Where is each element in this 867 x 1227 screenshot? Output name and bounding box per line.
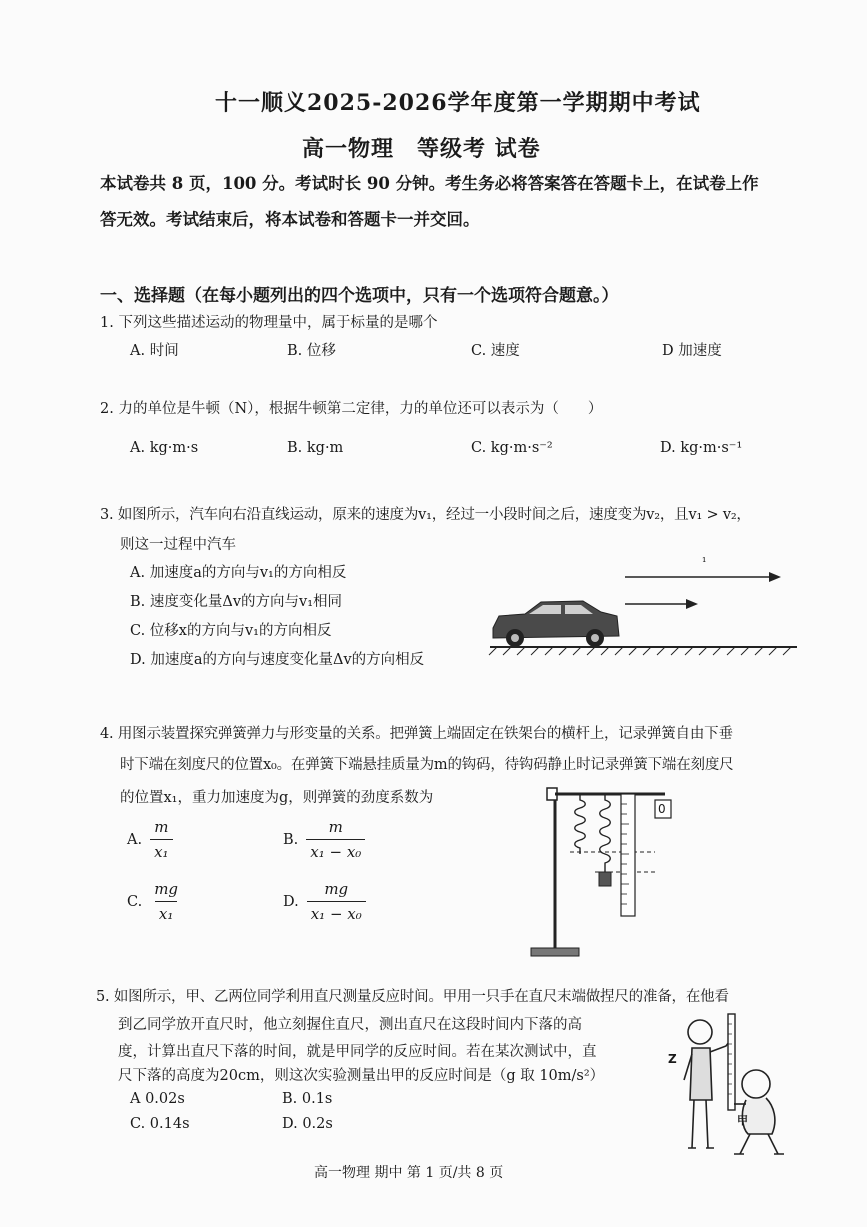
q4-option-d [283, 880, 366, 923]
q5-option-d: D. 0.2s [282, 1116, 333, 1132]
q4-option-c [127, 880, 182, 923]
section-heading: 一、选择题（在每小题列出的四个选项中，只有一个选项符合题意。） [100, 286, 619, 306]
q4-option-b-label: B. [283, 831, 299, 848]
stand-base [531, 948, 579, 956]
q4-option-a-label: A. [127, 831, 143, 848]
spring-left [575, 794, 586, 854]
reaction-time-figure [660, 1008, 800, 1160]
ruler-zero-label: 0 [658, 802, 666, 816]
q4-option-c-denominator: x₁ [155, 901, 177, 923]
q5-stem-line-3: 度，计算出直尺下落的时间，就是甲同学的反应时间。若在某次测试中，直 [118, 1044, 597, 1060]
student-jia-label: 甲 [737, 1114, 748, 1127]
q5-option-a: A 0.02s [130, 1091, 185, 1107]
car-figure-label: ₁ [702, 552, 707, 565]
q4-option-a-numerator: m [154, 818, 169, 836]
q3-stem-line-1: 3. 如图所示，汽车向右沿直线运动，原来的速度为v₁，经过一小段时间之后，速度变为v₂，且v₁ > v₂， [100, 507, 751, 523]
intro-line-2: 答无效。考试结束后，将本试卷和答题卡一并交回。 [100, 210, 480, 229]
q4-stem-line-3: 的位置x₁，重力加速度为g，则弹簧的劲度系数为 [120, 790, 434, 806]
q5-option-c: C. 0.14s [130, 1116, 190, 1132]
q2-option-d: D. kg·m·s⁻¹ [660, 440, 743, 456]
q1-stem: 1. 下列这些描述运动的物理量中，属于标量的是哪个 [100, 315, 438, 331]
q4-option-b-fraction [306, 818, 365, 861]
q4-option-d-label: D. [283, 893, 299, 910]
q5-stem-line-4: 尺下落的高度为20cm，则这次实验测量出甲的反应时间是（g 取 10m/s²） [118, 1068, 605, 1084]
q4-option-b-denominator: x₁ − x₀ [306, 839, 365, 861]
student-yi [684, 1020, 732, 1148]
car-motion-figure [485, 550, 800, 665]
q4-option-a-denominator: x₁ [150, 839, 172, 861]
ruler [621, 794, 635, 916]
hook-weight [599, 872, 611, 886]
intro-line-1: 本试卷共 8 页，100 分。考试时长 90 分钟。考生务必将答案答在答题卡上，在试卷上作 [100, 174, 759, 193]
ground-hatch [489, 647, 791, 655]
q1-option-d: D 加速度 [662, 343, 722, 359]
q5-stem-line-2: 到乙同学放开直尺时，他立刻握住直尺，测出直尺在这段时间内下落的高 [118, 1017, 582, 1033]
spring-right [600, 794, 611, 872]
q4-option-a-fraction [150, 818, 172, 861]
q3-option-d: D. 加速度a的方向与速度变化量Δv的方向相反 [130, 652, 425, 668]
q5-option-b: B. 0.1s [282, 1091, 333, 1107]
q5-stem-line-1: 5. 如图所示，甲、乙两位同学利用直尺测量反应时间。甲用一只手在直尺末端做捏尺的准备，在他看 [96, 989, 729, 1005]
q4-option-c-label: C. [127, 893, 143, 910]
q2-option-b: B. kg·m [287, 440, 344, 456]
q3-stem-line-2: 则这一过程中汽车 [120, 537, 236, 553]
falling-ruler [728, 1014, 735, 1110]
q3-option-a: A. 加速度a的方向与v₁的方向相反 [130, 565, 347, 581]
q4-option-c-numerator: mg [154, 880, 179, 898]
q1-option-c: C. 速度 [471, 343, 520, 359]
q4-option-d-fraction [307, 880, 366, 923]
q2-stem: 2. 力的单位是牛顿（N），根据牛顿第二定律，力的单位还可以表示为（ ） [100, 401, 603, 417]
q2-option-a: A. kg·m·s [130, 440, 199, 456]
q3-option-b: B. 速度变化量Δv的方向与v₁相同 [130, 594, 343, 610]
exam-subtitle: 高一物理 等级考 试卷 [302, 136, 541, 162]
q4-option-b [283, 818, 365, 861]
car-icon [493, 601, 619, 647]
q1-option-a: A. 时间 [130, 343, 179, 359]
q4-option-a [127, 818, 173, 861]
q2-option-c: C. kg·m·s⁻² [471, 440, 553, 456]
q4-option-d-numerator: mg [324, 880, 349, 898]
q4-stem-line-1: 4. 用图示装置探究弹簧弹力与形变量的关系。把弹簧上端固定在铁架台的横杆上，记录弹簧自由下垂 [100, 726, 733, 742]
student-yi-label: Z [668, 1052, 677, 1066]
page-footer: 高一物理 期中 第 1 页/共 8 页 [314, 1165, 504, 1181]
exam-title: 十一顺义2025-2026学年度第一学期期中考试 [215, 90, 701, 116]
q1-option-b: B. 位移 [287, 343, 336, 359]
q3-option-c: C. 位移x的方向与v₁的方向相反 [130, 623, 332, 639]
q4-option-c-fraction [150, 880, 182, 923]
q4-stem-line-2: 时下端在刻度尺的位置x₀。在弹簧下端悬挂质量为m的钩码，待钩码静止时记录弹簧下端在刻度尺 [120, 757, 734, 773]
q4-option-b-numerator: m [328, 818, 343, 836]
q4-option-d-denominator: x₁ − x₀ [307, 901, 366, 923]
